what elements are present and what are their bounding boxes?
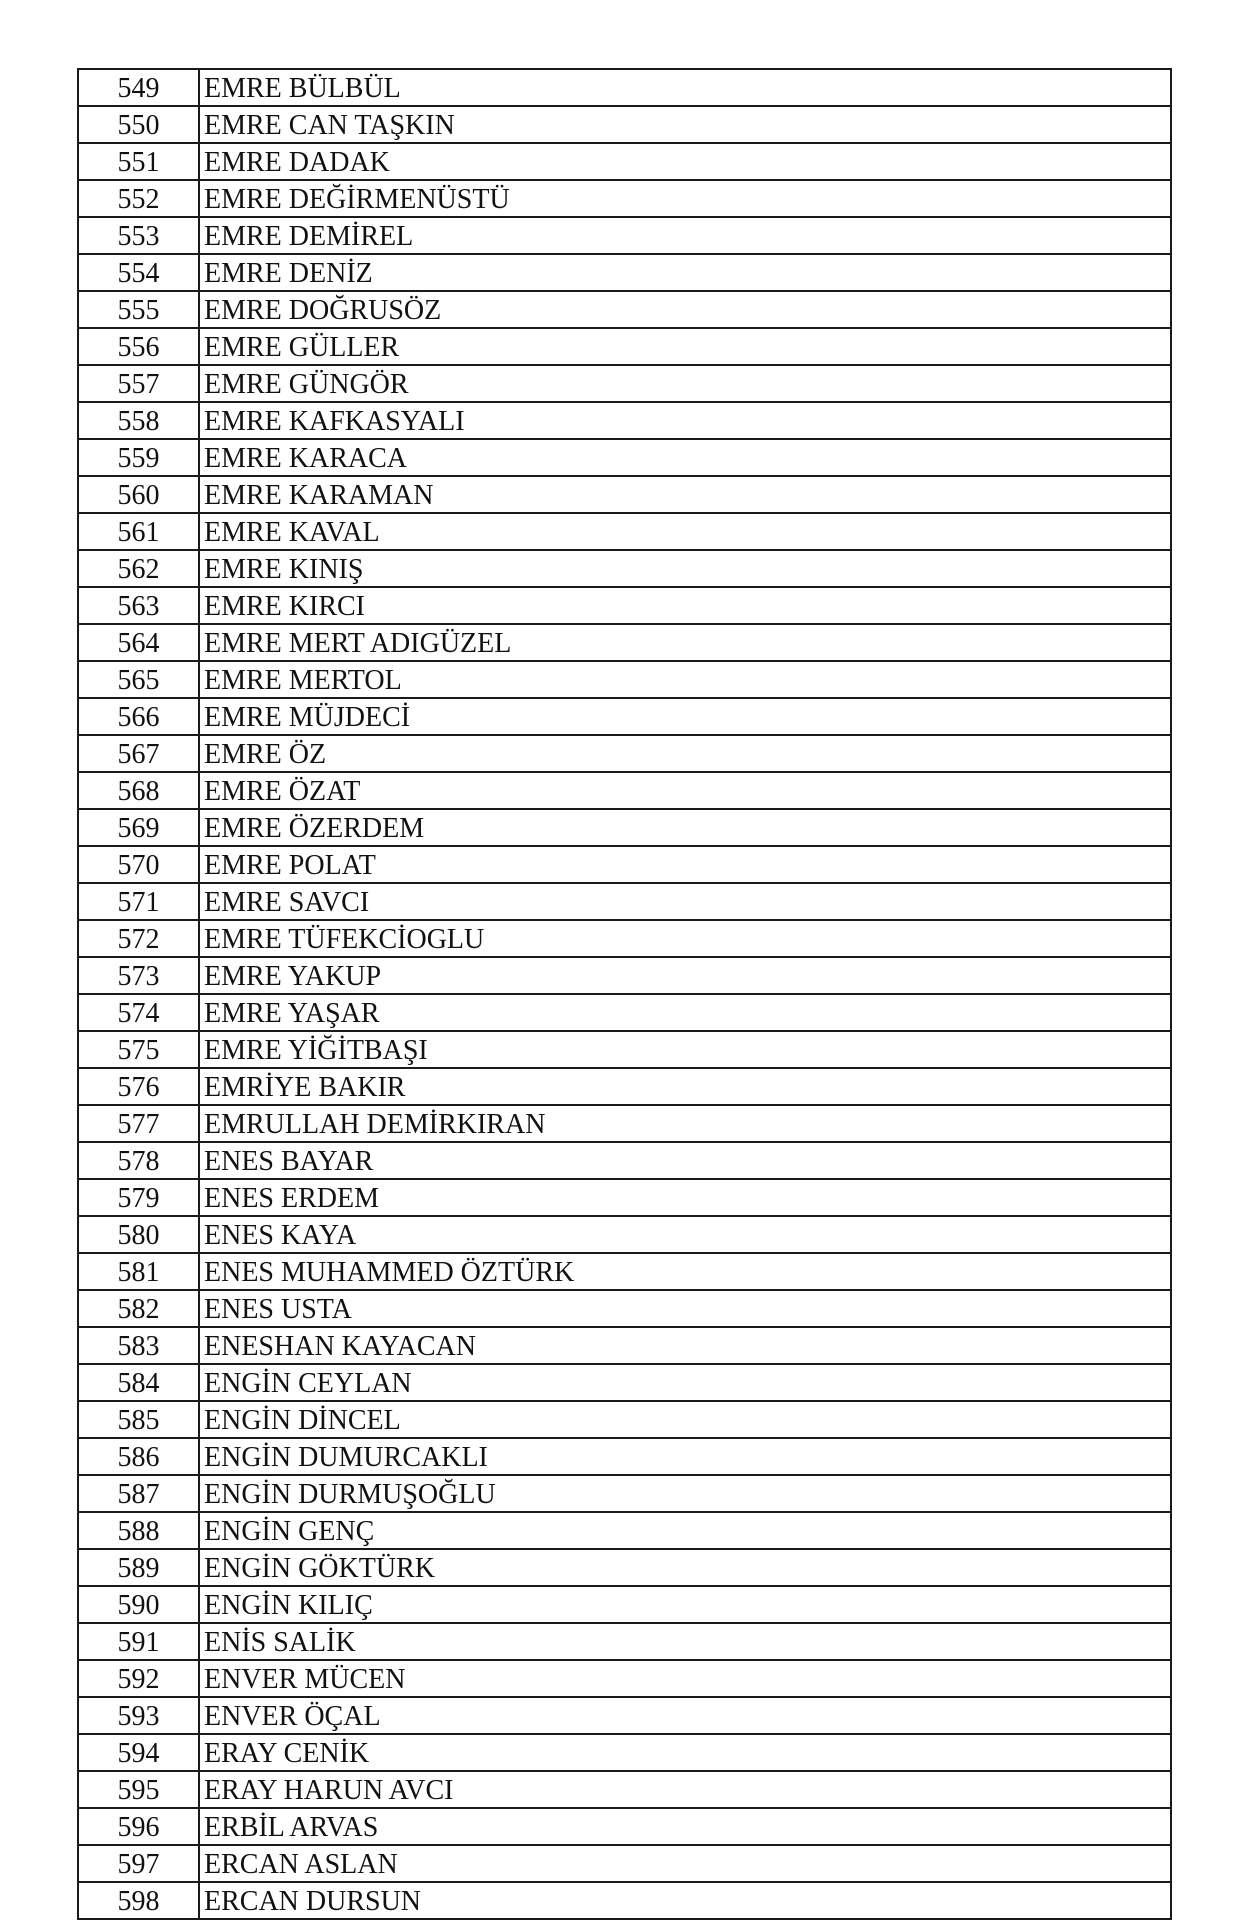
row-number-cell: 598 <box>78 1882 199 1919</box>
table-row <box>78 1290 1171 1327</box>
person-name-cell: EMRE ÖZ <box>199 735 1171 772</box>
person-name-cell: EMRE DADAK <box>199 143 1171 180</box>
table-row <box>78 1031 1171 1068</box>
person-name-cell: ERCAN ASLAN <box>199 1845 1171 1882</box>
person-name-cell: EMRE ÖZERDEM <box>199 809 1171 846</box>
table-row <box>78 1327 1171 1364</box>
table-row <box>78 735 1171 772</box>
table-row <box>78 1808 1171 1845</box>
person-name-cell: EMRE YAKUP <box>199 957 1171 994</box>
row-number-cell: 594 <box>78 1734 199 1771</box>
row-number-cell: 586 <box>78 1438 199 1475</box>
row-number-cell: 557 <box>78 365 199 402</box>
table-row <box>78 1401 1171 1438</box>
person-name-cell: EMRE ÖZAT <box>199 772 1171 809</box>
table-row <box>78 180 1171 217</box>
person-name-cell: EMRE KIRCI <box>199 587 1171 624</box>
table-row <box>78 1475 1171 1512</box>
row-number-cell: 552 <box>78 180 199 217</box>
row-number-cell: 578 <box>78 1142 199 1179</box>
table-row <box>78 1438 1171 1475</box>
person-name-cell: ENGİN GENÇ <box>199 1512 1171 1549</box>
row-number-cell: 590 <box>78 1586 199 1623</box>
table-row <box>78 1179 1171 1216</box>
person-name-cell: ERCAN DURSUN <box>199 1882 1171 1919</box>
row-number-cell: 593 <box>78 1697 199 1734</box>
person-name-cell: ENES ERDEM <box>199 1179 1171 1216</box>
person-name-cell: ENGİN DİNCEL <box>199 1401 1171 1438</box>
row-number-cell: 554 <box>78 254 199 291</box>
name-list-body <box>78 69 1171 1919</box>
person-name-cell: EMRE DEĞİRMENÜSTÜ <box>199 180 1171 217</box>
row-number-cell: 569 <box>78 809 199 846</box>
table-row <box>78 1586 1171 1623</box>
person-name-cell: ENİS SALİK <box>199 1623 1171 1660</box>
person-name-cell: EMRE DOĞRUSÖZ <box>199 291 1171 328</box>
table-row <box>78 143 1171 180</box>
row-number-cell: 562 <box>78 550 199 587</box>
row-number-cell: 572 <box>78 920 199 957</box>
row-number-cell: 595 <box>78 1771 199 1808</box>
row-number-cell: 570 <box>78 846 199 883</box>
row-number-cell: 571 <box>78 883 199 920</box>
table-row <box>78 402 1171 439</box>
person-name-cell: EMRE SAVCI <box>199 883 1171 920</box>
person-name-cell: ERAY HARUN AVCI <box>199 1771 1171 1808</box>
name-list-table <box>77 68 1172 1920</box>
person-name-cell: ENGİN KILIÇ <box>199 1586 1171 1623</box>
table-row <box>78 772 1171 809</box>
row-number-cell: 583 <box>78 1327 199 1364</box>
table-row <box>78 1734 1171 1771</box>
person-name-cell: EMRE KARAMAN <box>199 476 1171 513</box>
row-number-cell: 591 <box>78 1623 199 1660</box>
table-row <box>78 994 1171 1031</box>
person-name-cell: EMRE YİĞİTBAŞI <box>199 1031 1171 1068</box>
person-name-cell: ENES BAYAR <box>199 1142 1171 1179</box>
row-number-cell: 556 <box>78 328 199 365</box>
row-number-cell: 560 <box>78 476 199 513</box>
row-number-cell: 579 <box>78 1179 199 1216</box>
row-number-cell: 561 <box>78 513 199 550</box>
person-name-cell: EMRE MERT ADIGÜZEL <box>199 624 1171 661</box>
table-row <box>78 1660 1171 1697</box>
table-row <box>78 920 1171 957</box>
row-number-cell: 565 <box>78 661 199 698</box>
table-row <box>78 883 1171 920</box>
person-name-cell: ENGİN DURMUŞOĞLU <box>199 1475 1171 1512</box>
person-name-cell: EMRE POLAT <box>199 846 1171 883</box>
row-number-cell: 563 <box>78 587 199 624</box>
row-number-cell: 592 <box>78 1660 199 1697</box>
table-row <box>78 328 1171 365</box>
row-number-cell: 573 <box>78 957 199 994</box>
person-name-cell: EMRE MERTOL <box>199 661 1171 698</box>
person-name-cell: EMRE CAN TAŞKIN <box>199 106 1171 143</box>
table-row <box>78 106 1171 143</box>
table-row <box>78 1882 1171 1919</box>
table-row <box>78 513 1171 550</box>
row-number-cell: 567 <box>78 735 199 772</box>
table-row <box>78 698 1171 735</box>
row-number-cell: 581 <box>78 1253 199 1290</box>
person-name-cell: ERBİL ARVAS <box>199 1808 1171 1845</box>
row-number-cell: 549 <box>78 69 199 106</box>
row-number-cell: 576 <box>78 1068 199 1105</box>
row-number-cell: 555 <box>78 291 199 328</box>
row-number-cell: 574 <box>78 994 199 1031</box>
person-name-cell: ENGİN GÖKTÜRK <box>199 1549 1171 1586</box>
table-row <box>78 69 1171 106</box>
table-row <box>78 1142 1171 1179</box>
table-row <box>78 587 1171 624</box>
person-name-cell: EMRE BÜLBÜL <box>199 69 1171 106</box>
table-row <box>78 809 1171 846</box>
person-name-cell: ENES USTA <box>199 1290 1171 1327</box>
table-row <box>78 1697 1171 1734</box>
table-row <box>78 1512 1171 1549</box>
person-name-cell: EMRE KAVAL <box>199 513 1171 550</box>
table-row <box>78 846 1171 883</box>
person-name-cell: ENVER ÖÇAL <box>199 1697 1171 1734</box>
person-name-cell: EMRE MÜJDECİ <box>199 698 1171 735</box>
row-number-cell: 589 <box>78 1549 199 1586</box>
table-row <box>78 1068 1171 1105</box>
row-number-cell: 575 <box>78 1031 199 1068</box>
table-row <box>78 1105 1171 1142</box>
row-number-cell: 580 <box>78 1216 199 1253</box>
person-name-cell: EMRE KARACA <box>199 439 1171 476</box>
person-name-cell: EMRİYE BAKIR <box>199 1068 1171 1105</box>
table-row <box>78 957 1171 994</box>
row-number-cell: 550 <box>78 106 199 143</box>
table-row <box>78 1216 1171 1253</box>
person-name-cell: EMRE GÜLLER <box>199 328 1171 365</box>
table-row <box>78 550 1171 587</box>
person-name-cell: EMRE KAFKASYALI <box>199 402 1171 439</box>
table-row <box>78 1364 1171 1401</box>
person-name-cell: ENVER MÜCEN <box>199 1660 1171 1697</box>
row-number-cell: 588 <box>78 1512 199 1549</box>
person-name-cell: EMRE YAŞAR <box>199 994 1171 1031</box>
table-row <box>78 365 1171 402</box>
table-row <box>78 1623 1171 1660</box>
person-name-cell: ERAY CENİK <box>199 1734 1171 1771</box>
table-row <box>78 1253 1171 1290</box>
person-name-cell: EMRE GÜNGÖR <box>199 365 1171 402</box>
person-name-cell: ENESHAN KAYACAN <box>199 1327 1171 1364</box>
row-number-cell: 558 <box>78 402 199 439</box>
row-number-cell: 551 <box>78 143 199 180</box>
row-number-cell: 553 <box>78 217 199 254</box>
person-name-cell: EMRE KINIŞ <box>199 550 1171 587</box>
table-row <box>78 1549 1171 1586</box>
row-number-cell: 596 <box>78 1808 199 1845</box>
person-name-cell: EMRE DENİZ <box>199 254 1171 291</box>
person-name-cell: ENGİN DUMURCAKLI <box>199 1438 1171 1475</box>
table-row <box>78 476 1171 513</box>
row-number-cell: 566 <box>78 698 199 735</box>
person-name-cell: ENES KAYA <box>199 1216 1171 1253</box>
person-name-cell: ENES MUHAMMED ÖZTÜRK <box>199 1253 1171 1290</box>
table-row <box>78 291 1171 328</box>
person-name-cell: EMRE TÜFEKCİOGLU <box>199 920 1171 957</box>
person-name-cell: EMRULLAH DEMİRKIRAN <box>199 1105 1171 1142</box>
table-row <box>78 624 1171 661</box>
row-number-cell: 568 <box>78 772 199 809</box>
row-number-cell: 597 <box>78 1845 199 1882</box>
table-row <box>78 661 1171 698</box>
table-row <box>78 1771 1171 1808</box>
person-name-cell: ENGİN CEYLAN <box>199 1364 1171 1401</box>
row-number-cell: 587 <box>78 1475 199 1512</box>
row-number-cell: 559 <box>78 439 199 476</box>
row-number-cell: 582 <box>78 1290 199 1327</box>
person-name-cell: EMRE DEMİREL <box>199 217 1171 254</box>
table-row <box>78 254 1171 291</box>
row-number-cell: 564 <box>78 624 199 661</box>
row-number-cell: 585 <box>78 1401 199 1438</box>
table-row <box>78 439 1171 476</box>
row-number-cell: 577 <box>78 1105 199 1142</box>
row-number-cell: 584 <box>78 1364 199 1401</box>
table-row <box>78 1845 1171 1882</box>
table-row <box>78 217 1171 254</box>
